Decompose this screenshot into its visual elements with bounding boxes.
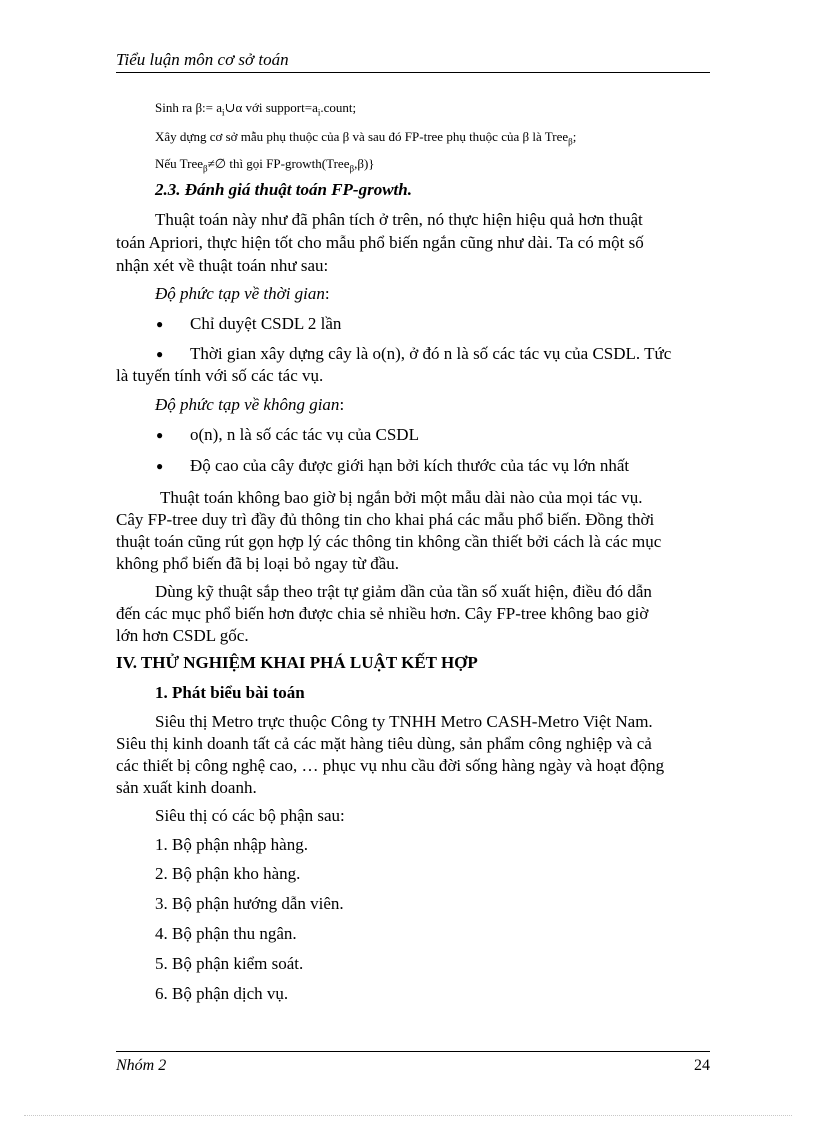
list-item: 2. Bộ phận kho hàng. <box>155 864 301 883</box>
bullet-icon: ● <box>156 459 164 473</box>
time-bullet-1: Chỉ duyệt CSDL 2 lần <box>190 314 342 333</box>
list-item: 3. Bộ phận hướng dẫn viên. <box>155 894 344 913</box>
metro-line-1: Siêu thị Metro trực thuộc Công ty TNHH Metro CASH-Metro Việt Nam. <box>155 712 653 731</box>
code-line-3: Nếu Tree$_\beta$≠∅ thì gọi FP-growth(Tree$_\beta$,β)} <box>155 156 375 174</box>
time-complexity-label: Độ phức tạp về thời gian: <box>155 284 330 303</box>
code-line-2: Xây dựng cơ sở mẫu phụ thuộc của β và sau đó FP-tree phụ thuộc của β là Tree$_\beta$; <box>155 129 577 147</box>
sort-line-3: lớn hơn CSDL gốc. <box>116 626 249 645</box>
complete-line-3: thuật toán cũng rút gọn hợp lý các thông tin không cần thiết bởi cách là các mục <box>116 532 662 551</box>
section-iv-heading: IV. THỬ NGHIỆM KHAI PHÁ LUẬT KẾT HỢP <box>116 653 478 672</box>
intro-line-3: nhận xét về thuật toán như sau: <box>116 256 329 275</box>
departments-intro: Siêu thị có các bộ phận sau: <box>155 806 345 825</box>
list-item: 5. Bộ phận kiểm soát. <box>155 954 304 973</box>
intro-line-1: Thuật toán này như đã phân tích ở trên, nó thực hiện hiệu quả hơn thuật <box>155 210 643 229</box>
bullet-icon: ● <box>156 317 164 331</box>
metro-line-3: các thiết bị công nghệ cao, … phục vụ nhu cầu đời sống hàng ngày và hoạt động <box>116 756 665 775</box>
page-bottom-divider <box>24 1115 792 1116</box>
section-2-3-heading: 2.3. Đánh giá thuật toán FP-growth. <box>155 180 412 199</box>
bullet-icon: ● <box>156 428 164 442</box>
time-bullet-2-line-2: là tuyến tính với số các tác vụ. <box>116 366 324 385</box>
intro-line-2: toán Apriori, thực hiện tốt cho mẫu phổ biến ngắn cũng như dài. Ta có một số <box>116 233 644 252</box>
sort-line-2: đến các mục phổ biến hơn được chia sẻ nhiều hơn. Cây FP-tree không bao giờ <box>116 604 649 623</box>
metro-line-2: Siêu thị kinh doanh tất cả các mặt hàng tiêu dùng, sản phẩm công nghiệp và cả <box>116 734 652 753</box>
complete-line-4: không phổ biến đã bị loại bỏ ngay từ đầu. <box>116 554 400 573</box>
footer-group: Nhóm 2 <box>116 1057 167 1074</box>
list-item: 4. Bộ phận thu ngân. <box>155 924 297 943</box>
space-complexity-label: Độ phức tạp về không gian: <box>155 395 345 414</box>
metro-line-4: sản xuất kinh doanh. <box>116 778 257 797</box>
bullet-icon: ● <box>156 347 164 361</box>
page-number: 24 <box>694 1057 710 1074</box>
sort-line-1: Dùng kỹ thuật sắp theo trật tự giảm dần của tần số xuất hiện, điều đó dẫn <box>155 582 652 601</box>
complete-line-2: Cây FP-tree duy trì đầy đủ thông tin cho khai phá các mẫu phổ biến. Đồng thời <box>116 510 655 529</box>
code-line-1: Sinh ra β:= $a_i\cup\alpha$ với $support=a_i.count$; <box>155 100 357 118</box>
time-bullet-2-line-1: Thời gian xây dựng cây là o(n), ở đó n là số các tác vụ của CSDL. Tức <box>190 344 672 363</box>
list-item: 6. Bộ phận dịch vụ. <box>155 984 289 1003</box>
list-item: 1. Bộ phận nhập hàng. <box>155 835 308 854</box>
complete-line-1: Thuật toán không bao giờ bị ngắn bởi một mẫu dài nào của mọi tác vụ. <box>160 488 643 507</box>
subsection-1-heading: 1. Phát biểu bài toán <box>155 683 305 702</box>
space-bullet-2: Độ cao của cây được giới hạn bởi kích thước của tác vụ lớn nhất <box>190 456 630 475</box>
header-title: Tiểu luận môn cơ sở toán <box>116 50 289 69</box>
page-header <box>116 50 710 73</box>
page-footer <box>116 1051 710 1076</box>
space-bullet-1: o(n), n là số các tác vụ của CSDL <box>190 425 419 444</box>
